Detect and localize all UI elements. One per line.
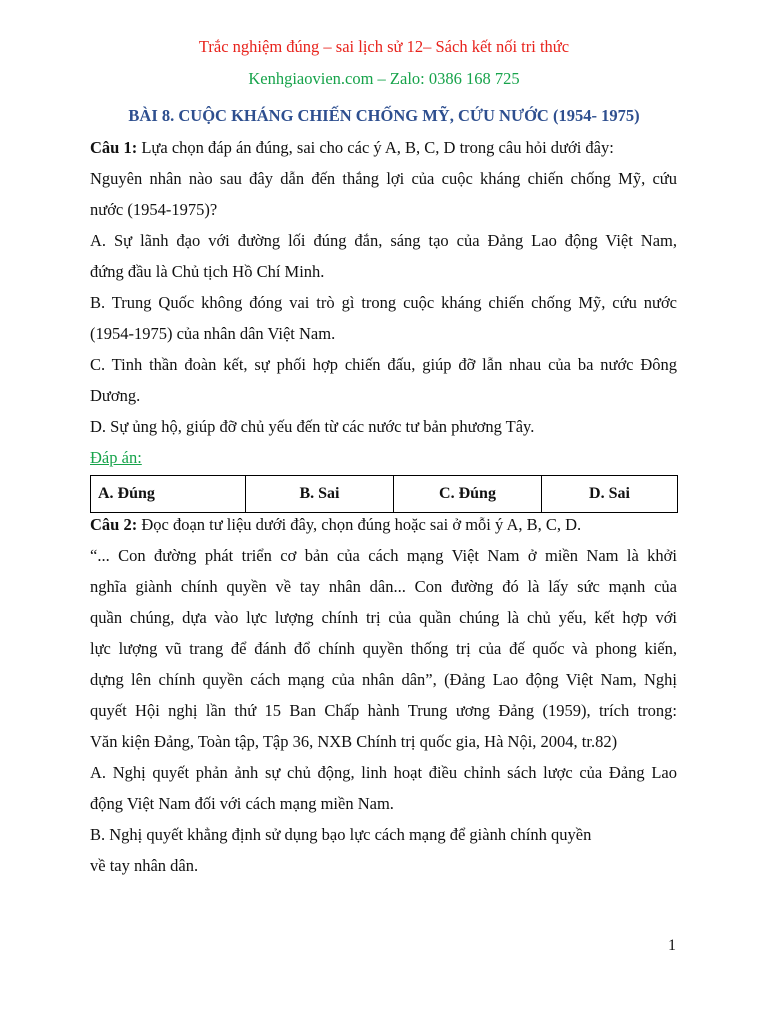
quote-line: lực lượng vũ trang để đánh đổ chính quyền thống trị của đế quốc và phong kiến, (90, 639, 677, 658)
header-series-title: Trắc nghiệm đúng – sai lịch sử 12– Sách kết nối tri thức (198, 37, 570, 56)
question-1-option-b-cont: (1954-1975) của nhân dân Việt Nam. (90, 324, 336, 343)
answer-label-text: Đáp án: (90, 448, 142, 467)
question-1-block (90, 132, 677, 473)
question-2-prompt (90, 509, 677, 540)
quote-line: nghĩa giành chính quyền về tay nhân dân... Con đường đó là lấy sức mạnh của (90, 577, 677, 596)
question-2-option-b: B. Nghị quyết khẳng định sử dụng bạo lực cách mạng để giành chính quyền (90, 825, 592, 844)
question-1-option-b: B. Trung Quốc không đóng vai trò gì trong cuộc kháng chiến chống Mỹ, cứu nước (90, 293, 677, 312)
lesson-title: BÀI 8. CUỘC KHÁNG CHIẾN CHỐNG MỸ, CỨU NƯỚC (1954- 1975) (128, 106, 640, 125)
header-website-contact: Kenhgiaovien.com – Zalo: 0386 168 725 (248, 69, 520, 88)
answer-cell: C. Đúng (394, 476, 542, 513)
question-1-text-line: Nguyên nhân nào sau đây dẫn đến thắng lợi của cuộc kháng chiến chống Mỹ, cứu (90, 169, 677, 188)
answer-cell: A. Đúng (91, 476, 246, 513)
question-1-prompt (90, 132, 677, 163)
quote-line: “... Con đường phát triển cơ bản của cách mạng Việt Nam ở miền Nam là khởi (90, 546, 677, 565)
question-1-instruction: Lựa chọn đáp án đúng, sai cho các ý A, B, C, D trong câu hỏi dưới đây: (137, 138, 614, 157)
question-2-instruction: Đọc đoạn tư liệu dưới đây, chọn đúng hoặc sai ở mỗi ý A, B, C, D. (137, 515, 582, 534)
question-2-block (90, 509, 677, 881)
quote-line: quyết Hội nghị lần thứ 15 Ban Chấp hành Trung ương Đảng (1959), trích trong: (90, 701, 677, 720)
question-1-option-d: D. Sự ủng hộ, giúp đỡ chủ yếu đến từ các nước tư bản phương Tây. (90, 417, 535, 436)
question-2-option-a: A. Nghị quyết phản ảnh sự chủ động, linh hoạt điều chỉnh sách lược của Đảng Lao (90, 763, 677, 782)
question-1-option-a: A. Sự lãnh đạo với đường lối đúng đắn, sáng tạo của Đảng Lao động Việt Nam, (90, 231, 677, 250)
page-number: 1 (668, 937, 676, 954)
question-1-label: Câu 1: (90, 138, 138, 157)
answer-label (90, 442, 677, 473)
quote-line: quần chúng, dựa vào lực lượng chính trị của quần chúng là chủ yếu, kết hợp với (90, 608, 677, 627)
answer-table (90, 475, 678, 513)
question-2-option-a-cont: động Việt Nam đối với cách mạng miền Nam. (90, 794, 394, 813)
quote-line: dựng lên chính quyền cách mạng của nhân dân”, (Đảng Lao động Việt Nam, Nghị (90, 670, 677, 689)
table-row (91, 476, 678, 513)
question-2-option-b-cont: về tay nhân dân. (90, 856, 199, 875)
answer-cell: B. Sai (246, 476, 394, 513)
question-1-option-c-cont: Dương. (90, 386, 141, 405)
answer-cell: D. Sai (542, 476, 678, 513)
question-2-label: Câu 2: (90, 515, 138, 534)
question-1-option-c: C. Tinh thần đoàn kết, sự phối hợp chiến đấu, giúp đỡ lẫn nhau của ba nước Đông (90, 355, 677, 374)
question-1-text-line: nước (1954-1975)? (90, 200, 218, 219)
quote-line: Văn kiện Đảng, Toàn tập, Tập 36, NXB Chính trị quốc gia, Hà Nội, 2004, tr.82) (90, 732, 618, 751)
question-1-option-a-cont: đứng đầu là Chủ tịch Hồ Chí Minh. (90, 262, 325, 281)
